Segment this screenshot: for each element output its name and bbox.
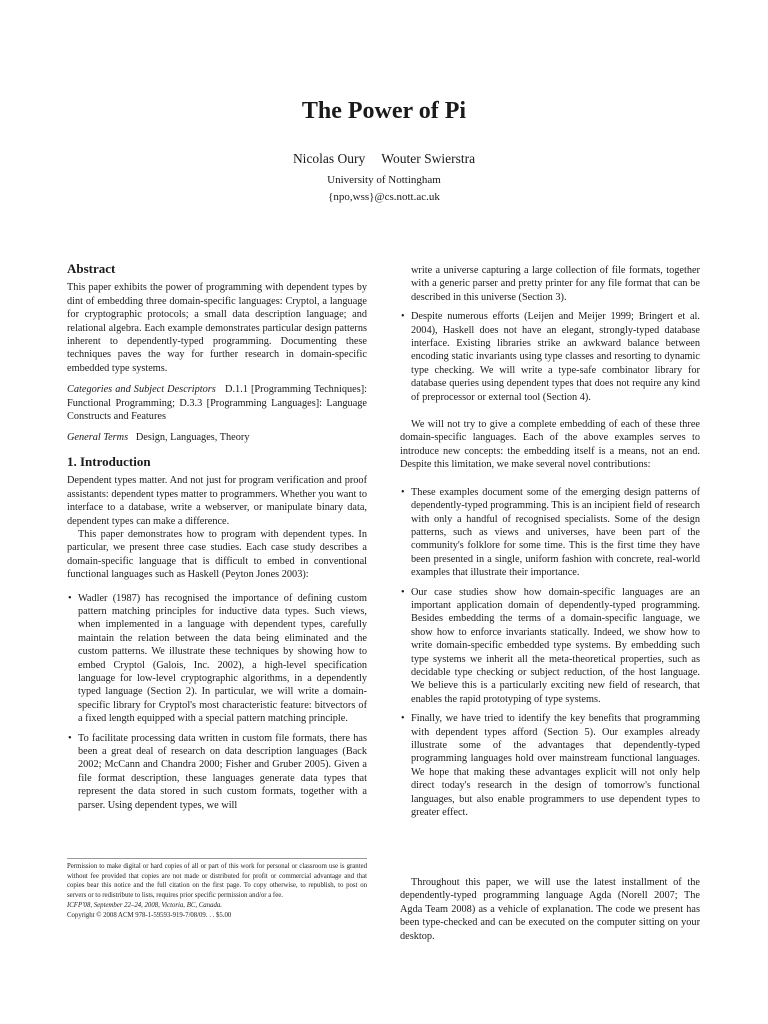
list-item: • Finally, we have tried to identify the key benefits that programming with dependent types afford (Section 5). Our examples already illustrate some of the advantages that dependently-typed programming languages hold over mainstream functional languages. We hope that making these advantages explicit will not only help direct today's research in the design of tomorrow's functional languages, but also enable programmers to use dependent types to greater effect. (400, 712, 700, 819)
right-column (400, 264, 700, 819)
categories-label: Categories and Subject Descriptors (67, 384, 216, 396)
author-name: Nicolas Oury (292, 151, 366, 166)
left-column (67, 262, 367, 812)
intro-paragraph-1: Dependent types matter. And not just for program verification and proof assistants: dependent types matter to programmers. Whether you want to interface to a database, write a webserver, or manipulate binary data, dependent types can make a difference. (67, 475, 367, 527)
author-list (0, 151, 768, 167)
list-item: • To facilitate processing data written in custom file formats, there has been a great deal of research on data description languages (Back 2002; McCann and Chandra 2000; Fisher and Gruber 2005). Given a file format description, these languages generate data types that represent the data stored in such custom formats, together with a parser. Using dependent types, we will (67, 732, 367, 812)
general-terms-label: General Terms (67, 432, 129, 444)
abstract-heading: Abstract (67, 261, 116, 276)
closing-paragraph: Throughout this paper, we will use the latest installment of the dependently-typed programming language Agda (Norell 2007; The Agda Team 2008) as a vehicle of explanation. The code we present has been type-checked and can be executed on the computer sitting on your desktop. (400, 877, 700, 942)
categories-text: D.1.1 [Programming Techniques]: Functional Programming; D.3.3 [Programming Languages]: Language Constructs and Features (67, 384, 367, 423)
list-item-continuation: write a universe capturing a large collection of file formats, together with a generic parser and pretty printer for any file format that can be described in this universe (Section 3). (411, 265, 700, 303)
abstract-text: This paper exhibits the power of programming with dependent types by dint of embedding three domain-specific languages: Cryptol, a language for cryptographic protocols; a small data description language; and relational algebra. Each example demonstrates particular design patterns inherent to dependently-typed programming. Documenting these techniques paves the way for further research in domain-specific embedded type systems. (67, 282, 367, 374)
conference-info: ICFP'08, September 22–24, 2008, Victoria, BC, Canada. (67, 902, 222, 910)
case-study-list (67, 592, 367, 813)
copyright-line: Copyright © 2008 ACM 978-1-59593-919-7/08/09. . . $5.00 (67, 911, 232, 919)
list-item: • These examples document some of the emerging design patterns of dependently-typed programming. This is an incipient field of research with only a handful of recognised specialists. Some of the design patterns, such as views and universes, have been part of the community's folklore for some time. This is the first time they have been presented in a single, uniform fashion with concrete, real-world examples that illustrate their importance. (400, 486, 700, 580)
paper-title: The Power of Pi (301, 98, 467, 124)
contributions-intro: We will not try to give a complete embedding of each of these three domain-specific languages. Each of the above examples serves to introduce new concepts: the embedding itself is a means, not an end. Despite this limitation, we make several novel contributions: (400, 419, 700, 471)
case-study-list-continued (400, 310, 700, 404)
general-terms (67, 431, 367, 444)
list-item: • Wadler (1987) has recognised the importance of defining custom pattern matching principles for inductive data types. Such views, when implemented in a language with dependent types, carefully maintain the relation between the data being eliminated and the custom patterns. We illustrate these techniques by showing how to embed Cryptol (Galois, Inc. 2002), a high-level specification language for low-level cryptographic algorithms, in a dependently typed language (Section 2). In particular, we will write a domain-specific library for Cryptol's most characteristic feature: bitvectors of a fixed length equipped with a special pattern matching principle. (67, 592, 367, 726)
permission-notice (67, 858, 367, 921)
general-terms-text: Design, Languages, Theory (135, 432, 250, 444)
permission-text: Permission to make digital or hard copies of all or part of this work for personal or classroom use is granted without fee provided that copies are not made or distributed for profit or commercial advantage and that copies bear this notice and the full citation on the first page. To copy otherwise, to republish, to post on servers or to redistribute to lists, requires prior specific permission and/or a fee. (67, 863, 367, 899)
affiliation: University of Nottingham (327, 174, 441, 186)
author-name: Wouter Swierstra (381, 151, 476, 166)
contributions-list (400, 486, 700, 820)
email: {npo,wss}@cs.nott.ac.uk (328, 191, 440, 203)
list-item: • Despite numerous efforts (Leijen and Meijer 1999; Bringert et al. 2004), Haskell does not have an elegant, strongly-typed database interface. Existing libraries strike an awkward balance between encoding static invariants using type classes and resorting to dynamic type checking. We will write a type-safe combinator library for database queries using dependent types that does not require any kind of preprocessor or external tool (Section 4). (400, 310, 700, 404)
intro-paragraph-2: This paper demonstrates how to program with dependent types. In particular, we present three case studies. Each case study describes a domain-specific language that is difficult to embed in conventional functional languages such as Haskell (Peyton Jones 2003): (67, 528, 367, 581)
list-item: • Our case studies show how domain-specific languages are an important application domain of dependently-typed programming. Besides embedding the terms of a domain-specific language, we show how to enforce invariants statically. Indeed, we show how to write domain-specific embedded type systems. By embedding such type systems we inherit all the meta-theoretical properties, such as decidable type checking or subject reduction, of the host language. We believe this is a particularly exciting new field of research, that enables the rapid prototyping of type systems. (400, 586, 700, 707)
section-heading-introduction: 1. Introduction (67, 453, 151, 469)
closing-paragraph-block (400, 876, 700, 943)
affiliation-block (0, 172, 768, 206)
categories (67, 383, 367, 423)
